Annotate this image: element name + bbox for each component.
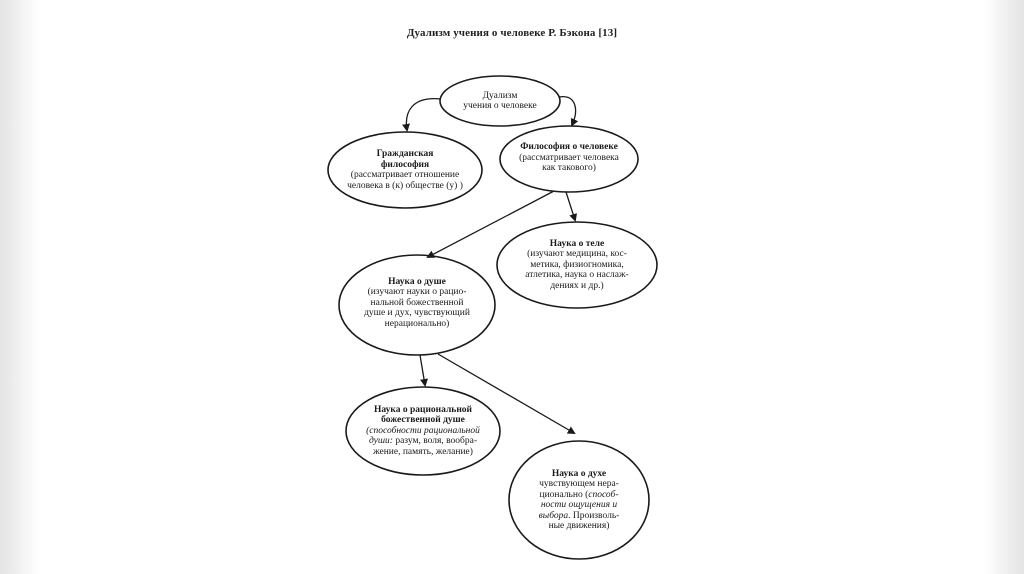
arrow-root-to-civil bbox=[406, 99, 441, 130]
soul-science-node-label bbox=[349, 272, 485, 334]
soul-science-body-3: душе и дух, чувствующий bbox=[364, 308, 470, 319]
rational-soul-italic-1: (способности рациональной bbox=[366, 425, 480, 436]
diagram-title: Дуализм учения о человеке Р. Бэкона [13] bbox=[406, 27, 618, 39]
body-science-body-1: (изучают медицина, кос- bbox=[527, 249, 627, 260]
root-line-2: учения о человеке bbox=[463, 101, 537, 111]
civil-body-1: (рассматривает отношение bbox=[350, 170, 460, 180]
soul-science-body-4: нерационально) bbox=[384, 318, 450, 329]
spirit-science-italic-1: способ- bbox=[588, 489, 619, 500]
root-node-label bbox=[445, 82, 555, 120]
arrow-root-to-philosophy bbox=[559, 97, 576, 125]
rational-soul-body-1: разум, воля, вообра- bbox=[392, 436, 478, 447]
philosophy-node-label bbox=[505, 136, 633, 180]
soul-science-body-1: (изучают науки о рацио- bbox=[367, 287, 467, 298]
body-science-body-3: атлетика, наука о наслаж- bbox=[525, 270, 629, 281]
body-science-body-2: метика, физиогномика, bbox=[530, 259, 624, 270]
civil-head-1: Гражданская bbox=[376, 149, 434, 159]
rational-soul-head-1: Наука о рациональной bbox=[373, 404, 473, 415]
spirit-science-line-3 bbox=[541, 500, 617, 511]
spirit-science-italic-3: выбора bbox=[538, 510, 569, 521]
civil-node-label bbox=[335, 142, 475, 198]
spirit-science-body-1: чувствующем нера- bbox=[539, 479, 619, 489]
rational-soul-node-label bbox=[354, 400, 492, 462]
civil-head-2: философия bbox=[380, 159, 430, 170]
spirit-science-line-4 bbox=[539, 511, 620, 522]
arrow-philosophy-to-body bbox=[566, 192, 575, 220]
soul-science-head: Наука о душе bbox=[388, 276, 446, 287]
spirit-science-body-2: ционально ( bbox=[539, 489, 589, 500]
rational-soul-body-2: жение, память, желание) bbox=[373, 446, 473, 457]
rational-soul-line-1 bbox=[366, 426, 480, 437]
philosophy-body-1: (рассматривает человека bbox=[519, 152, 619, 163]
root-line-1: Дуализм bbox=[482, 90, 518, 101]
body-science-body-4: дениях и др.) bbox=[550, 280, 604, 291]
rational-soul-italic-2: души: bbox=[368, 436, 393, 447]
rational-soul-line-2 bbox=[369, 436, 477, 447]
spirit-science-head: Наука о духе bbox=[551, 468, 607, 479]
philosophy-body-2: как такового) bbox=[542, 163, 596, 174]
spirit-science-body-4: ные движения) bbox=[548, 521, 610, 531]
arrow-soul-to-rational bbox=[420, 355, 425, 385]
spirit-science-line-2 bbox=[539, 490, 618, 501]
spirit-science-body-3: . Произволь- bbox=[568, 510, 620, 521]
spirit-science-node-label bbox=[519, 456, 639, 544]
civil-body-2: человека в (к) обществе (у) ) bbox=[347, 180, 463, 191]
soul-science-body-2: нальной божественной bbox=[370, 297, 464, 308]
body-science-head: Наука о теле bbox=[549, 238, 605, 249]
philosophy-head: Философия о человеке bbox=[520, 142, 618, 153]
rational-soul-head-2: божественной душе bbox=[381, 415, 465, 426]
body-science-node-label bbox=[507, 236, 647, 294]
spirit-science-italic-2: ности ощущения и bbox=[540, 500, 618, 510]
